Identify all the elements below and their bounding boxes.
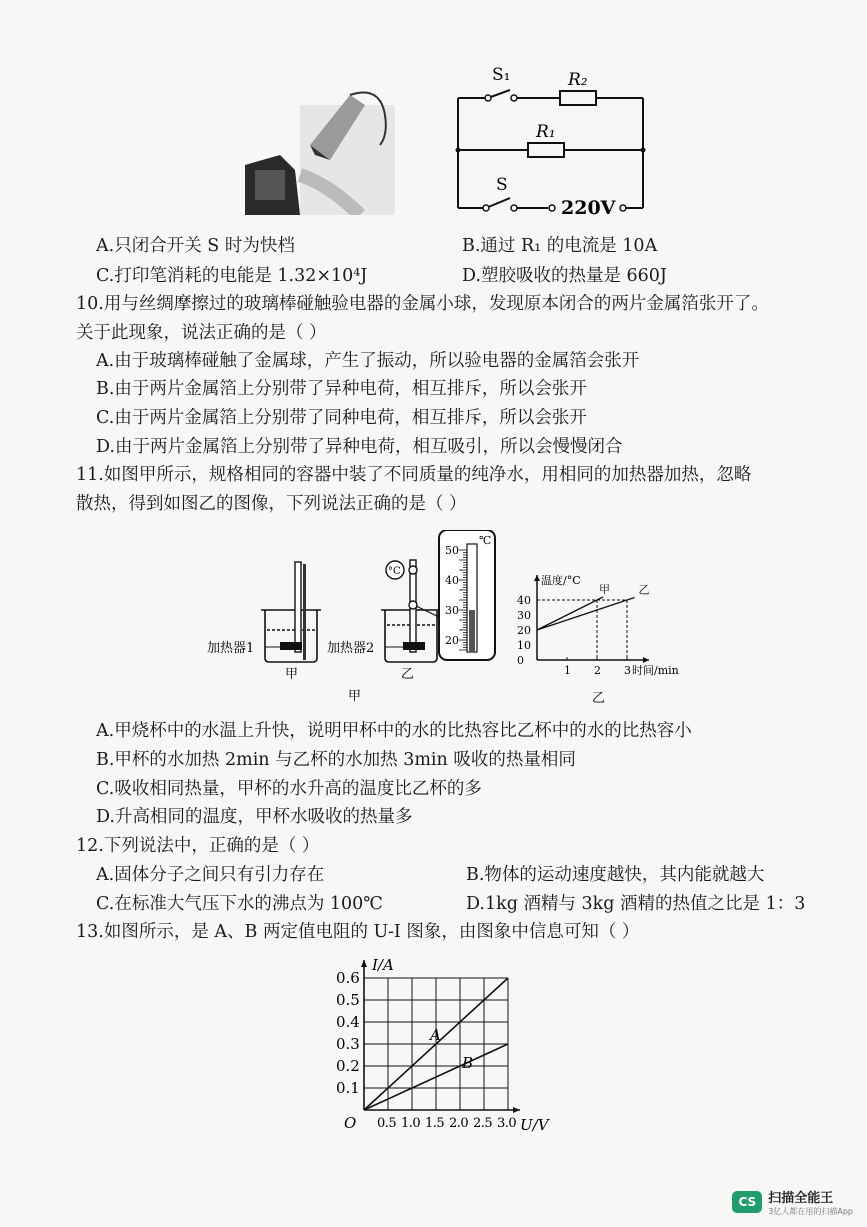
thermo-tick-20: 20 bbox=[445, 634, 459, 647]
q11-temperature-chart bbox=[510, 560, 695, 710]
y-tick-label: 0.5 bbox=[336, 991, 360, 1009]
series-label: 乙 bbox=[638, 583, 650, 597]
chart-caption: 乙 bbox=[592, 691, 606, 706]
y-tick-label: 40 bbox=[517, 594, 531, 607]
y-tick-label: 30 bbox=[517, 609, 531, 622]
q12-stem: 12.下列说法中，正确的是（ ） bbox=[76, 836, 320, 856]
q9-option-d: D.塑胶吸收的热量是 660J bbox=[462, 266, 667, 286]
q13-ui-chart bbox=[330, 950, 570, 1140]
scanner-watermark bbox=[732, 1187, 853, 1217]
y-axis-label: 温度/°C bbox=[541, 574, 581, 587]
q9-circuit-diagram bbox=[448, 60, 658, 220]
q11-option-c: C.吸收相同热量，甲杯的水升高的温度比乙杯的多 bbox=[96, 779, 482, 799]
q11-figure-jia bbox=[205, 530, 505, 710]
y-tick-label: 10 bbox=[517, 639, 531, 652]
switch-s1-label: S₁ bbox=[492, 65, 511, 85]
watermark-subtitle: 3亿人都在用的扫描App bbox=[768, 1207, 853, 1216]
heater2-label: 加热器2 bbox=[327, 641, 375, 656]
q12-option-a: A.固体分子之间只有引力存在 bbox=[96, 865, 325, 885]
y-axis-arrow bbox=[361, 960, 367, 967]
x-tick-label: 3.0 bbox=[497, 1116, 517, 1131]
x-tick-label: 2.0 bbox=[449, 1116, 469, 1131]
y-axis-arrow bbox=[534, 575, 540, 581]
q10-option-d: D.由于两片金属箔上分别带了异种电荷，相互吸引，所以会慢慢闭合 bbox=[96, 437, 623, 457]
cup2-label: 乙 bbox=[401, 667, 415, 682]
x-axis-arrow bbox=[643, 657, 649, 663]
q10-stem-line1: 10.用与丝绸摩擦过的玻璃棒碰触验电器的金属小球，发现原本闭合的两片金属箔张开了。 bbox=[76, 294, 769, 314]
x-tick-label: 2 bbox=[594, 664, 601, 677]
x-tick-label: 1 bbox=[564, 664, 571, 677]
x-tick-label: 2.5 bbox=[473, 1116, 493, 1131]
series-line-jia bbox=[537, 597, 603, 630]
y-tick-label: 0 bbox=[517, 654, 524, 667]
thermo-tick-50: 50 bbox=[445, 544, 459, 557]
q11-option-d: D.升高相同的温度，甲杯水吸收的热量多 bbox=[96, 807, 413, 827]
q12-option-c: C.在标准大气压下水的沸点为 100℃ bbox=[96, 894, 383, 914]
voltage-label: 220V bbox=[561, 197, 616, 219]
watermark-title: 扫描全能王 bbox=[768, 1191, 834, 1206]
y-axis-label: I/A bbox=[372, 956, 394, 974]
y-tick-label: 0.2 bbox=[336, 1057, 360, 1075]
q12-option-b: B.物体的运动速度越快，其内能就越大 bbox=[466, 865, 765, 885]
q10-option-c: C.由于两片金属箔上分别带了同种电荷，相互排斥，所以会张开 bbox=[96, 408, 587, 428]
q11-stem-line1: 11.如图甲所示，规格相同的容器中装了不同质量的纯净水，用相同的加热器加热，忽略 bbox=[76, 465, 752, 485]
x-tick-label: 3 bbox=[624, 664, 631, 677]
q13-stem: 13.如图所示，是 A、B 两定值电阻的 U-I 图象，由图象中信息可知（ ） bbox=[76, 922, 640, 942]
series-label: 甲 bbox=[599, 583, 610, 596]
series-label-B: B bbox=[462, 1054, 474, 1072]
y-tick-label: 0.6 bbox=[336, 969, 360, 987]
y-tick-label: 0.1 bbox=[336, 1079, 360, 1097]
x-axis-label: 时间/min bbox=[632, 664, 679, 677]
x-tick-label: 0.5 bbox=[377, 1116, 397, 1131]
heater1-label: 加热器1 bbox=[207, 641, 255, 656]
q9-option-a: A.只闭合开关 S 时为快档 bbox=[96, 236, 295, 256]
switch-s-label: S bbox=[496, 175, 508, 195]
y-tick-label: 0.4 bbox=[336, 1013, 360, 1031]
resistor-r1-label: R₁ bbox=[536, 122, 556, 142]
svg-text:°C: °C bbox=[388, 566, 401, 577]
x-tick-label: 1.0 bbox=[401, 1116, 421, 1131]
thermo-tick-30: 30 bbox=[445, 604, 459, 617]
q11-stem-line2: 散热，得到如图乙的图像，下列说法正确的是（ ） bbox=[76, 494, 467, 514]
x-axis-label: U/V bbox=[520, 1116, 549, 1134]
q12-option-d: D.1kg 酒精与 3kg 酒精的热值之比是 1：3 bbox=[466, 894, 806, 914]
series-label-A: A bbox=[430, 1026, 441, 1044]
x-axis-arrow bbox=[513, 1107, 520, 1113]
camscanner-logo: CS bbox=[732, 1191, 762, 1213]
thermo-tick-40: 40 bbox=[445, 574, 459, 587]
cup1-label: 甲 bbox=[285, 667, 299, 682]
thermo-unit: ℃ bbox=[479, 534, 492, 547]
y-tick-label: 20 bbox=[517, 624, 531, 637]
q10-option-a: A.由于玻璃棒碰触了金属球，产生了振动，所以验电器的金属箔会张开 bbox=[96, 351, 640, 371]
q10-option-b: B.由于两片金属箔上分别带了异种电荷，相互排斥，所以会张开 bbox=[96, 379, 587, 399]
x-tick-label: 1.5 bbox=[425, 1116, 445, 1131]
resistor-r2-label: R₂ bbox=[568, 70, 588, 90]
q10-stem-line2: 关于此现象，说法正确的是（ ） bbox=[76, 323, 327, 343]
q11-option-a: A.甲烧杯中的水温上升快，说明甲杯中的水的比热容比乙杯中的水的比热容小 bbox=[96, 721, 692, 741]
figure-jia-caption: 甲 bbox=[348, 689, 362, 704]
q9-option-c: C.打印笔消耗的电能是 1.32×10⁴J bbox=[96, 266, 368, 286]
series-line-yi bbox=[537, 598, 635, 631]
y-tick-label: 0.3 bbox=[336, 1035, 360, 1053]
q11-option-b: B.甲杯的水加热 2min 与乙杯的水加热 3min 吸收的热量相同 bbox=[96, 750, 576, 770]
origin-label: O bbox=[344, 1114, 357, 1132]
printing-pen-photo bbox=[240, 75, 400, 215]
q9-option-b: B.通过 R₁ 的电流是 10A bbox=[462, 236, 658, 256]
